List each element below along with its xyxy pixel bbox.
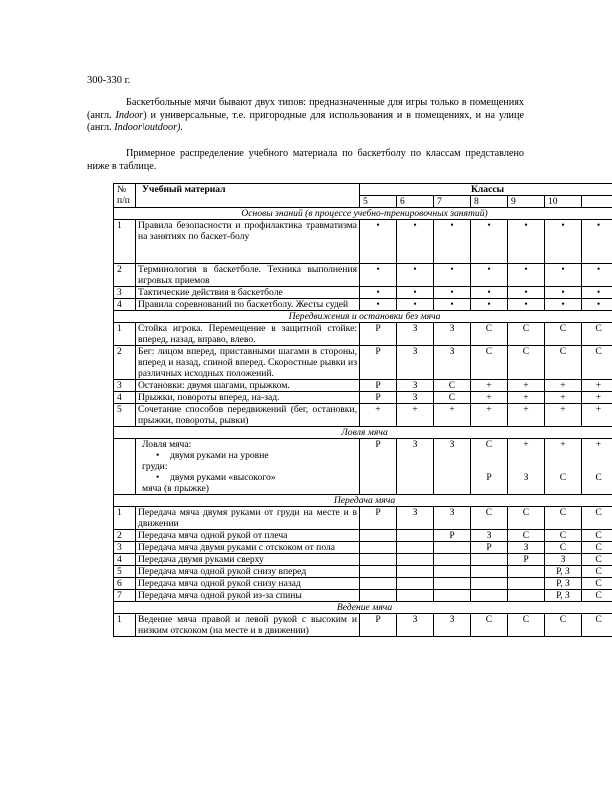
row-number: 1 — [114, 323, 136, 346]
grade-cell — [471, 590, 508, 602]
grade-cell: С — [508, 323, 545, 346]
section-title-row — [114, 311, 612, 323]
grade-cell: • — [582, 220, 612, 264]
grade-cell: • — [397, 264, 434, 287]
row-material: Остановки: двумя шагами, прыжком. — [136, 380, 360, 392]
row-number: 7 — [114, 590, 136, 602]
table-row — [114, 264, 612, 287]
grade-cell: С — [508, 614, 545, 637]
row-material: Прыжки, повороты вперед, на-зад. — [136, 392, 360, 404]
grade-cell — [397, 590, 434, 602]
grade-cell: З — [434, 323, 471, 346]
grade-cell: • — [508, 287, 545, 299]
table-row — [114, 439, 612, 495]
grade-cell: • — [434, 220, 471, 264]
section-title: Ведение мяча — [114, 602, 612, 614]
row-number: 1 — [114, 507, 136, 530]
table-row — [114, 614, 612, 637]
grade-cell — [434, 578, 471, 590]
row-material: Передача мяча одной рукой снизу назад — [136, 578, 360, 590]
intro-paragraph-2: Примерное распределение учебного материала по баскетболу по классам представлено ниже в таблице. — [87, 148, 524, 172]
grade-cell: + — [545, 404, 582, 427]
grade-cell — [397, 530, 434, 542]
grade-cell: Р — [508, 554, 545, 566]
grade-label: 9 — [508, 196, 545, 208]
grade-cell: • — [397, 287, 434, 299]
grade-cell: З — [434, 346, 471, 380]
grade-cell: Р — [360, 392, 397, 404]
grade-cell: Р, З — [545, 590, 582, 602]
grade-cell: З — [508, 542, 545, 554]
grade-cell: С — [545, 614, 582, 637]
grade-cell: С — [545, 542, 582, 554]
section-title: Ловля мяча — [114, 427, 612, 439]
row-material: Правила соревнований по баскетболу. Жесты судей — [136, 299, 360, 311]
grade-cell — [397, 542, 434, 554]
grade-cell: • — [360, 299, 397, 311]
row-material: Тактические действия в баскетболе — [136, 287, 360, 299]
row-material: Передача мяча одной рукой от плеча — [136, 530, 360, 542]
table-row — [114, 346, 612, 380]
grade-cell: С — [545, 530, 582, 542]
grade-cell: • — [397, 220, 434, 264]
grade-cell: С — [582, 614, 612, 637]
grade-cell: З — [397, 323, 434, 346]
grade-cell: • — [360, 220, 397, 264]
table-row — [114, 323, 612, 346]
row-material: Передача двумя руками сверху — [136, 554, 360, 566]
table-row — [114, 507, 612, 530]
grade-cell: • — [471, 264, 508, 287]
grade-cell: С — [582, 323, 612, 346]
catch-bullet-2-cont: мяча (в прыжке) — [142, 483, 209, 494]
grade-cell: З — [434, 507, 471, 530]
grade-cell — [508, 578, 545, 590]
grade-cell: Р, З — [545, 578, 582, 590]
row-material: Правила безопасности и профилактика травматизма на занятиях по баскет-болу — [136, 220, 360, 264]
grade-cell: + — [471, 380, 508, 392]
grade-cell: С — [582, 554, 612, 566]
row-number: 2 — [114, 530, 136, 542]
grade-cell: З — [471, 530, 508, 542]
header-material: Учебный материал — [136, 184, 360, 208]
grade-cell: • — [360, 287, 397, 299]
row-number: 1 — [114, 614, 136, 637]
grade-cell — [471, 578, 508, 590]
grade-cell: • — [508, 299, 545, 311]
grade-cell: • — [397, 299, 434, 311]
grade-cell: С — [471, 323, 508, 346]
header-classes: Классы — [360, 184, 612, 196]
catch-lead: Ловля мяча: — [142, 439, 192, 450]
grade-cell: + — [508, 392, 545, 404]
grade-cell — [397, 554, 434, 566]
grade-cell: Р — [360, 614, 397, 637]
section-title-row — [114, 208, 612, 220]
row-number: 4 — [114, 299, 136, 311]
catch-bullet-2: • двумя руками «высокого» — [138, 472, 357, 483]
table-row — [114, 404, 612, 427]
grade-cell: З — [397, 439, 434, 495]
grade-cell — [434, 590, 471, 602]
header-num-sublabel: п/п — [117, 195, 130, 206]
grade-cell — [360, 590, 397, 602]
grade-cell: С — [582, 578, 612, 590]
grade-cell: • — [582, 264, 612, 287]
grade-cell: Р — [360, 346, 397, 380]
grade-cell: С — [582, 530, 612, 542]
row-material: Передача мяча одной рукой снизу вперед — [136, 566, 360, 578]
grade-cell: + — [582, 380, 612, 392]
grade-cell — [434, 554, 471, 566]
grade-cell: • — [434, 264, 471, 287]
row-number: 3 — [114, 542, 136, 554]
grade-cell — [360, 542, 397, 554]
grade-cell: З — [397, 346, 434, 380]
table-row — [114, 380, 612, 392]
row-number: 6 — [114, 578, 136, 590]
grade-cell: • — [545, 220, 582, 264]
grade-cell: Р — [360, 380, 397, 392]
grade-label: 5 — [360, 196, 397, 208]
grade-cell — [508, 566, 545, 578]
row-material: Сочетание способов передвижений (бег, остановки, прыжки, повороты, рывки) — [136, 404, 360, 427]
row-material: Терминология в баскетболе. Техника выполнения игровых приемов — [136, 264, 360, 287]
grade-cell: С — [434, 380, 471, 392]
grade-cell: • — [434, 287, 471, 299]
grade-cell: + З — [508, 439, 545, 495]
grade-cell: • — [545, 287, 582, 299]
grade-cell: • — [471, 299, 508, 311]
grade-label: 8 — [471, 196, 508, 208]
grade-label: 7 — [434, 196, 471, 208]
grade-cell — [434, 542, 471, 554]
row-material: Передача мяча двумя руками от груди на месте и в движении — [136, 507, 360, 530]
intro-paragraph-1: Баскетбольные мячи бывают двух типов: предназначенные для игры только в помещениях (англ. Indoor) и универсальные, т.е. пригородные для использования и в помещениях, и на улице (англ. Indoor\outdoor). — [87, 97, 524, 134]
grade-cell — [508, 590, 545, 602]
row-material: Ведение мяча правой и левой рукой с высоким и низким отскоком (на месте и в движении) — [136, 614, 360, 637]
grade-cell: Р — [360, 323, 397, 346]
grade-cell: Р — [360, 507, 397, 530]
grade-label: 6 — [397, 196, 434, 208]
grade-cell — [397, 578, 434, 590]
grade-cell: + — [434, 404, 471, 427]
section-title: Передвижения и остановки без мяча — [114, 311, 612, 323]
row-number: 5 — [114, 566, 136, 578]
grade-cell: С — [471, 507, 508, 530]
grade-cell: • — [360, 264, 397, 287]
page-number: 300-330 г. — [87, 75, 131, 86]
grade-cell: • — [582, 287, 612, 299]
row-number: 2 — [114, 346, 136, 380]
row-material: Бег: лицом вперед, приставными шагами в стороны, вперед и назад, спиной вперед. Скоростные рывки из различных исходных положений. — [136, 346, 360, 380]
grade-cell: З — [397, 380, 434, 392]
grade-cell: • — [545, 264, 582, 287]
grade-cell: З — [397, 392, 434, 404]
grade-cell: • — [545, 299, 582, 311]
header-num-label: № — [117, 184, 127, 195]
grade-cell: З — [545, 554, 582, 566]
row-number: 4 — [114, 392, 136, 404]
grade-cell: С — [545, 323, 582, 346]
grade-cell: С — [508, 530, 545, 542]
section-title: Передача мяча — [114, 495, 612, 507]
row-number: 1 — [114, 220, 136, 264]
table-row — [114, 287, 612, 299]
grade-cell: З — [434, 439, 471, 495]
grade-cell: С — [471, 614, 508, 637]
grade-cell: • — [508, 220, 545, 264]
grade-cell: С — [582, 542, 612, 554]
section-title: Основы знаний (в процессе учебно-тренировочных занятий) — [114, 208, 612, 220]
grade-cell: С Р — [471, 439, 508, 495]
grade-cell — [360, 530, 397, 542]
row-number: 2 — [114, 264, 136, 287]
header-num-cell — [114, 184, 136, 208]
grade-cell: С — [545, 346, 582, 380]
table-row — [114, 220, 612, 264]
grade-cell: + — [397, 404, 434, 427]
grade-cell: З — [434, 614, 471, 637]
basketball-curriculum-table — [113, 183, 612, 637]
grade-cell: Р — [471, 542, 508, 554]
grade-cell: С — [582, 507, 612, 530]
grade-cell: С — [545, 507, 582, 530]
row-material: Стойка игрока. Перемещение в защитной стойке: вперед, назад, вправо, влево. — [136, 323, 360, 346]
grade-cell — [360, 566, 397, 578]
grade-cell: • — [471, 220, 508, 264]
grade-cell: + — [545, 392, 582, 404]
table-row — [114, 578, 612, 590]
grade-cell: • — [471, 287, 508, 299]
row-number: 5 — [114, 404, 136, 427]
grade-cell: • — [508, 264, 545, 287]
table-row — [114, 299, 612, 311]
grade-cell: С — [582, 346, 612, 380]
grade-cell — [471, 554, 508, 566]
grade-cell: С — [434, 392, 471, 404]
grade-cell: Р, З — [545, 566, 582, 578]
section-title-row — [114, 602, 612, 614]
grade-cell: + — [471, 392, 508, 404]
grade-cell: + — [360, 404, 397, 427]
grade-cell: • — [582, 299, 612, 311]
grade-cell: С — [508, 346, 545, 380]
table-row — [114, 392, 612, 404]
grade-cell: + — [471, 404, 508, 427]
table-row — [114, 542, 612, 554]
grade-cell: + — [508, 404, 545, 427]
grade-cell: С — [471, 346, 508, 380]
grade-cell: З — [397, 507, 434, 530]
section-title-row — [114, 495, 612, 507]
row-number: 4 — [114, 554, 136, 566]
catch-bullet-1: • двумя руками на уровне — [138, 450, 357, 461]
catch-material — [136, 439, 360, 495]
grade-cell: • — [434, 299, 471, 311]
header-row — [114, 184, 612, 196]
grade-cell — [360, 554, 397, 566]
grade-cell: + С — [545, 439, 582, 495]
grade-cell: Р — [434, 530, 471, 542]
row-number: 3 — [114, 287, 136, 299]
grade-cell: С — [582, 566, 612, 578]
grade-cell: + С — [582, 439, 612, 495]
grade-cell — [471, 566, 508, 578]
grade-label: 10 — [545, 196, 582, 208]
row-material: Передача мяча двумя руками с отскоком от пола — [136, 542, 360, 554]
section-title-row — [114, 427, 612, 439]
table-row — [114, 530, 612, 542]
catch-bullet-1-cont: груди: — [142, 461, 168, 472]
row-number: 3 — [114, 380, 136, 392]
grade-label — [582, 196, 612, 208]
row-material: Передача мяча одной рукой из-за спины — [136, 590, 360, 602]
grade-cell: С — [582, 590, 612, 602]
grade-cell — [360, 578, 397, 590]
grade-cell: + — [545, 380, 582, 392]
grade-cell — [397, 566, 434, 578]
grade-cell: Р — [360, 439, 397, 495]
grade-cell: + — [508, 380, 545, 392]
grade-cell: С — [508, 507, 545, 530]
table-row — [114, 566, 612, 578]
grade-cell — [434, 566, 471, 578]
grade-cell: З — [397, 614, 434, 637]
grade-cell: + — [582, 392, 612, 404]
table-row — [114, 554, 612, 566]
grade-cell: + — [582, 404, 612, 427]
table-row — [114, 590, 612, 602]
